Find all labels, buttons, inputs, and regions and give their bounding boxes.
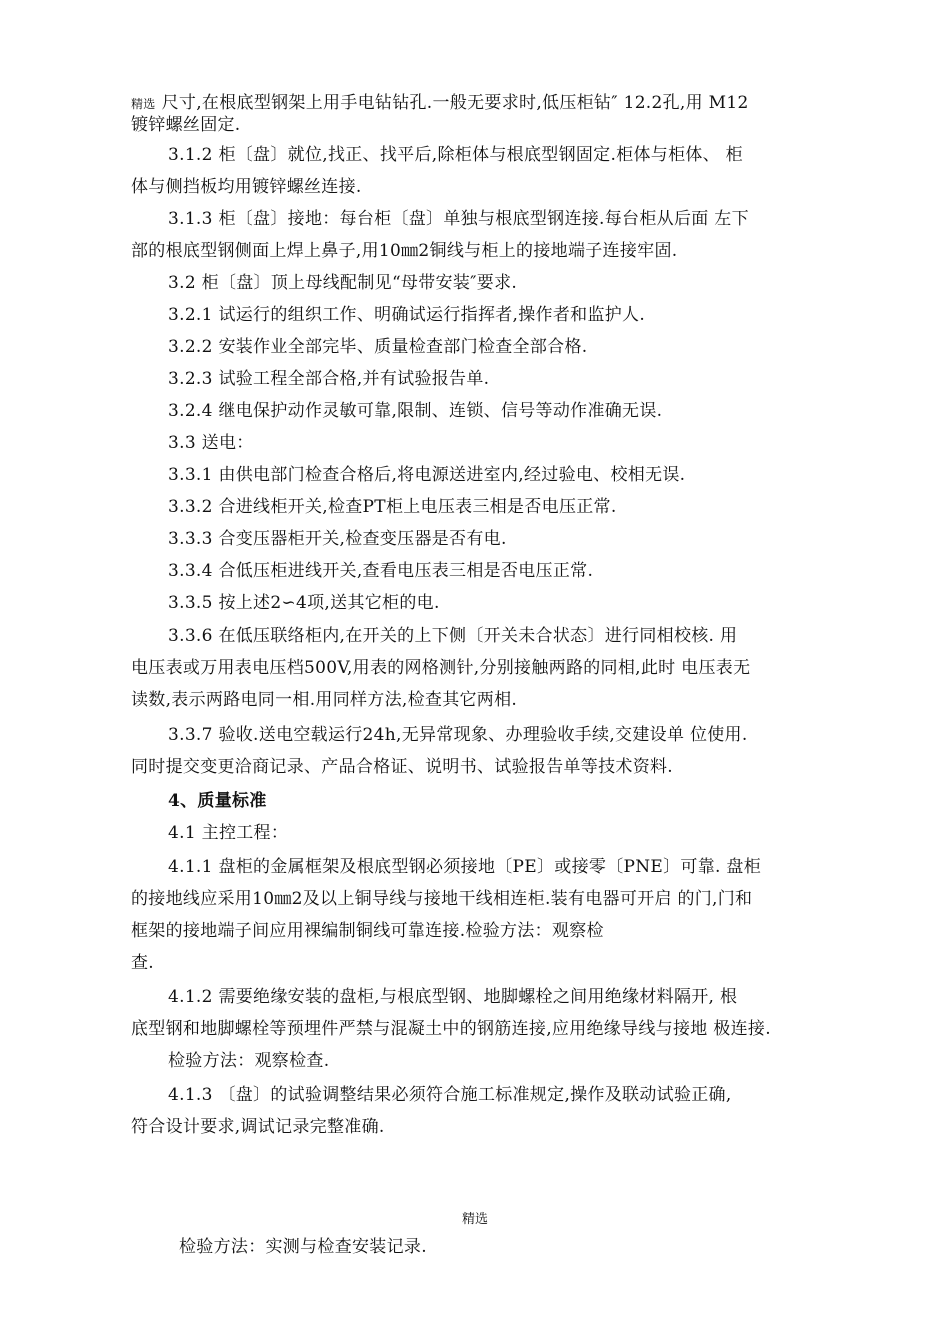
paragraph-line: 3.3.4 合低压柜进线开关,查看电压表三相是否电压正常. [168,561,594,581]
paragraph-line: 3.2.3 试验工程全部合格,并有试验报告单. [168,369,490,389]
paragraph-line: 3.2.4 继电保护动作灵敏可靠,限制、连锁、信号等动作准确无误. [168,401,663,421]
paragraph-line: 3.3.5 按上述2∽4项,送其它柜的电. [168,593,440,613]
paragraph-line: 4.1.3 〔盘〕的试验调整结果必须符合施工标准规定,操作及联动试验正确, [168,1085,732,1105]
paragraph-line: 读数,表示两路电同一相.用同样方法,检查其它两相. [131,690,518,710]
paragraph-line: 4.1.1 盘柜的金属框架及根底型钢必须接地〔PE〕或接零〔PNE〕可靠. 盘柜 [168,857,762,877]
paragraph-line: 底型钢和地脚螺栓等预埋件严禁与混凝土中的钢筋连接,应用绝缘导线与接地 极连接. [131,1019,771,1039]
paragraph-line [131,92,749,115]
paragraph-line: 3.2.2 安装作业全部完毕、质量检查部门检查全部合格. [168,337,588,357]
paragraph-line: 镀锌螺丝固定. [131,115,241,135]
paragraph-line: 3.3.3 合变压器柜开关,检查变压器是否有电. [168,529,507,549]
paragraph-line: 4.1 主控工程： [168,823,289,843]
paragraph-line: 电压表或万用表电压档500V,用表的网格测针,分别接触两路的同相,此时 电压表无 [131,658,751,678]
paragraph-line: 框架的接地端子间应用裸编制铜线可靠连接.检验方法：观察检 [131,921,604,941]
paragraph-line: 的接地线应采用10㎜2及以上铜导线与接地干线相连柜.装有电器可开启 的门,门和 [131,889,753,909]
paragraph-line: 同时提交变更洽商记录、产品合格证、说明书、试验报告单等技术资料. [131,757,674,777]
paragraph-line: 3.3.1 由供电部门检查合格后,将电源送进室内,经过验电、校相无误. [168,465,686,485]
paragraph-line: 查. [131,953,155,973]
paragraph-line: 3.2 柜〔盘〕顶上母线配制见“母带安装″要求. [168,273,518,293]
paragraph-line: 3.3.7 验收.送电空载运行24h,无异常现象、办理验收手续,交建设单 位使用. [168,725,748,745]
paragraph-line: 3.1.3 柜〔盘〕接地：每台柜〔盘〕单独与根底型钢连接.每台柜从后面 左下 [168,209,749,229]
section-heading: 4、质量标准 [168,791,267,811]
paragraph-line: 4.1.2 需要绝缘安装的盘柜,与根底型钢、地脚螺栓之间用绝缘材料隔开, 根 [168,987,738,1007]
header-label: 精选 [131,97,156,111]
paragraph-line: 3.2.1 试运行的组织工作、明确试运行指挥者,操作者和监护人. [168,305,646,325]
paragraph-line: 3.3 送电： [168,433,254,453]
paragraph-line: 3.3.2 合进线柜开关,检查PT柜上电压表三相是否电压正常. [168,497,617,517]
paragraph-line: 检验方法：观察检查. [168,1051,330,1071]
paragraph-line: 符合设计要求,调试记录完整准确. [131,1117,385,1137]
paragraph-line: 体与侧挡板均用镀锌螺丝连接. [131,177,362,197]
line-text: 尺寸,在根底型钢架上用手电钻钻孔.一般无要求时,低压柜钻″ 12.2孔,用 M12 [161,93,749,113]
paragraph-line: 部的根底型钢侧面上焊上鼻子,用10㎜2铜线与柜上的接地端子连接牢固. [131,241,678,261]
paragraph-line: 检验方法：实测与检查安装记录. [179,1237,427,1257]
footer-label: 精选 [461,1212,488,1227]
paragraph-line: 3.1.2 柜〔盘〕就位,找正、找平后,除柜体与根底型钢固定.柜体与柜体、 柜 [168,145,743,165]
paragraph-line: 3.3.6 在低压联络柜内,在开关的上下侧〔开关未合状态〕进行同相校核. 用 [168,626,738,646]
